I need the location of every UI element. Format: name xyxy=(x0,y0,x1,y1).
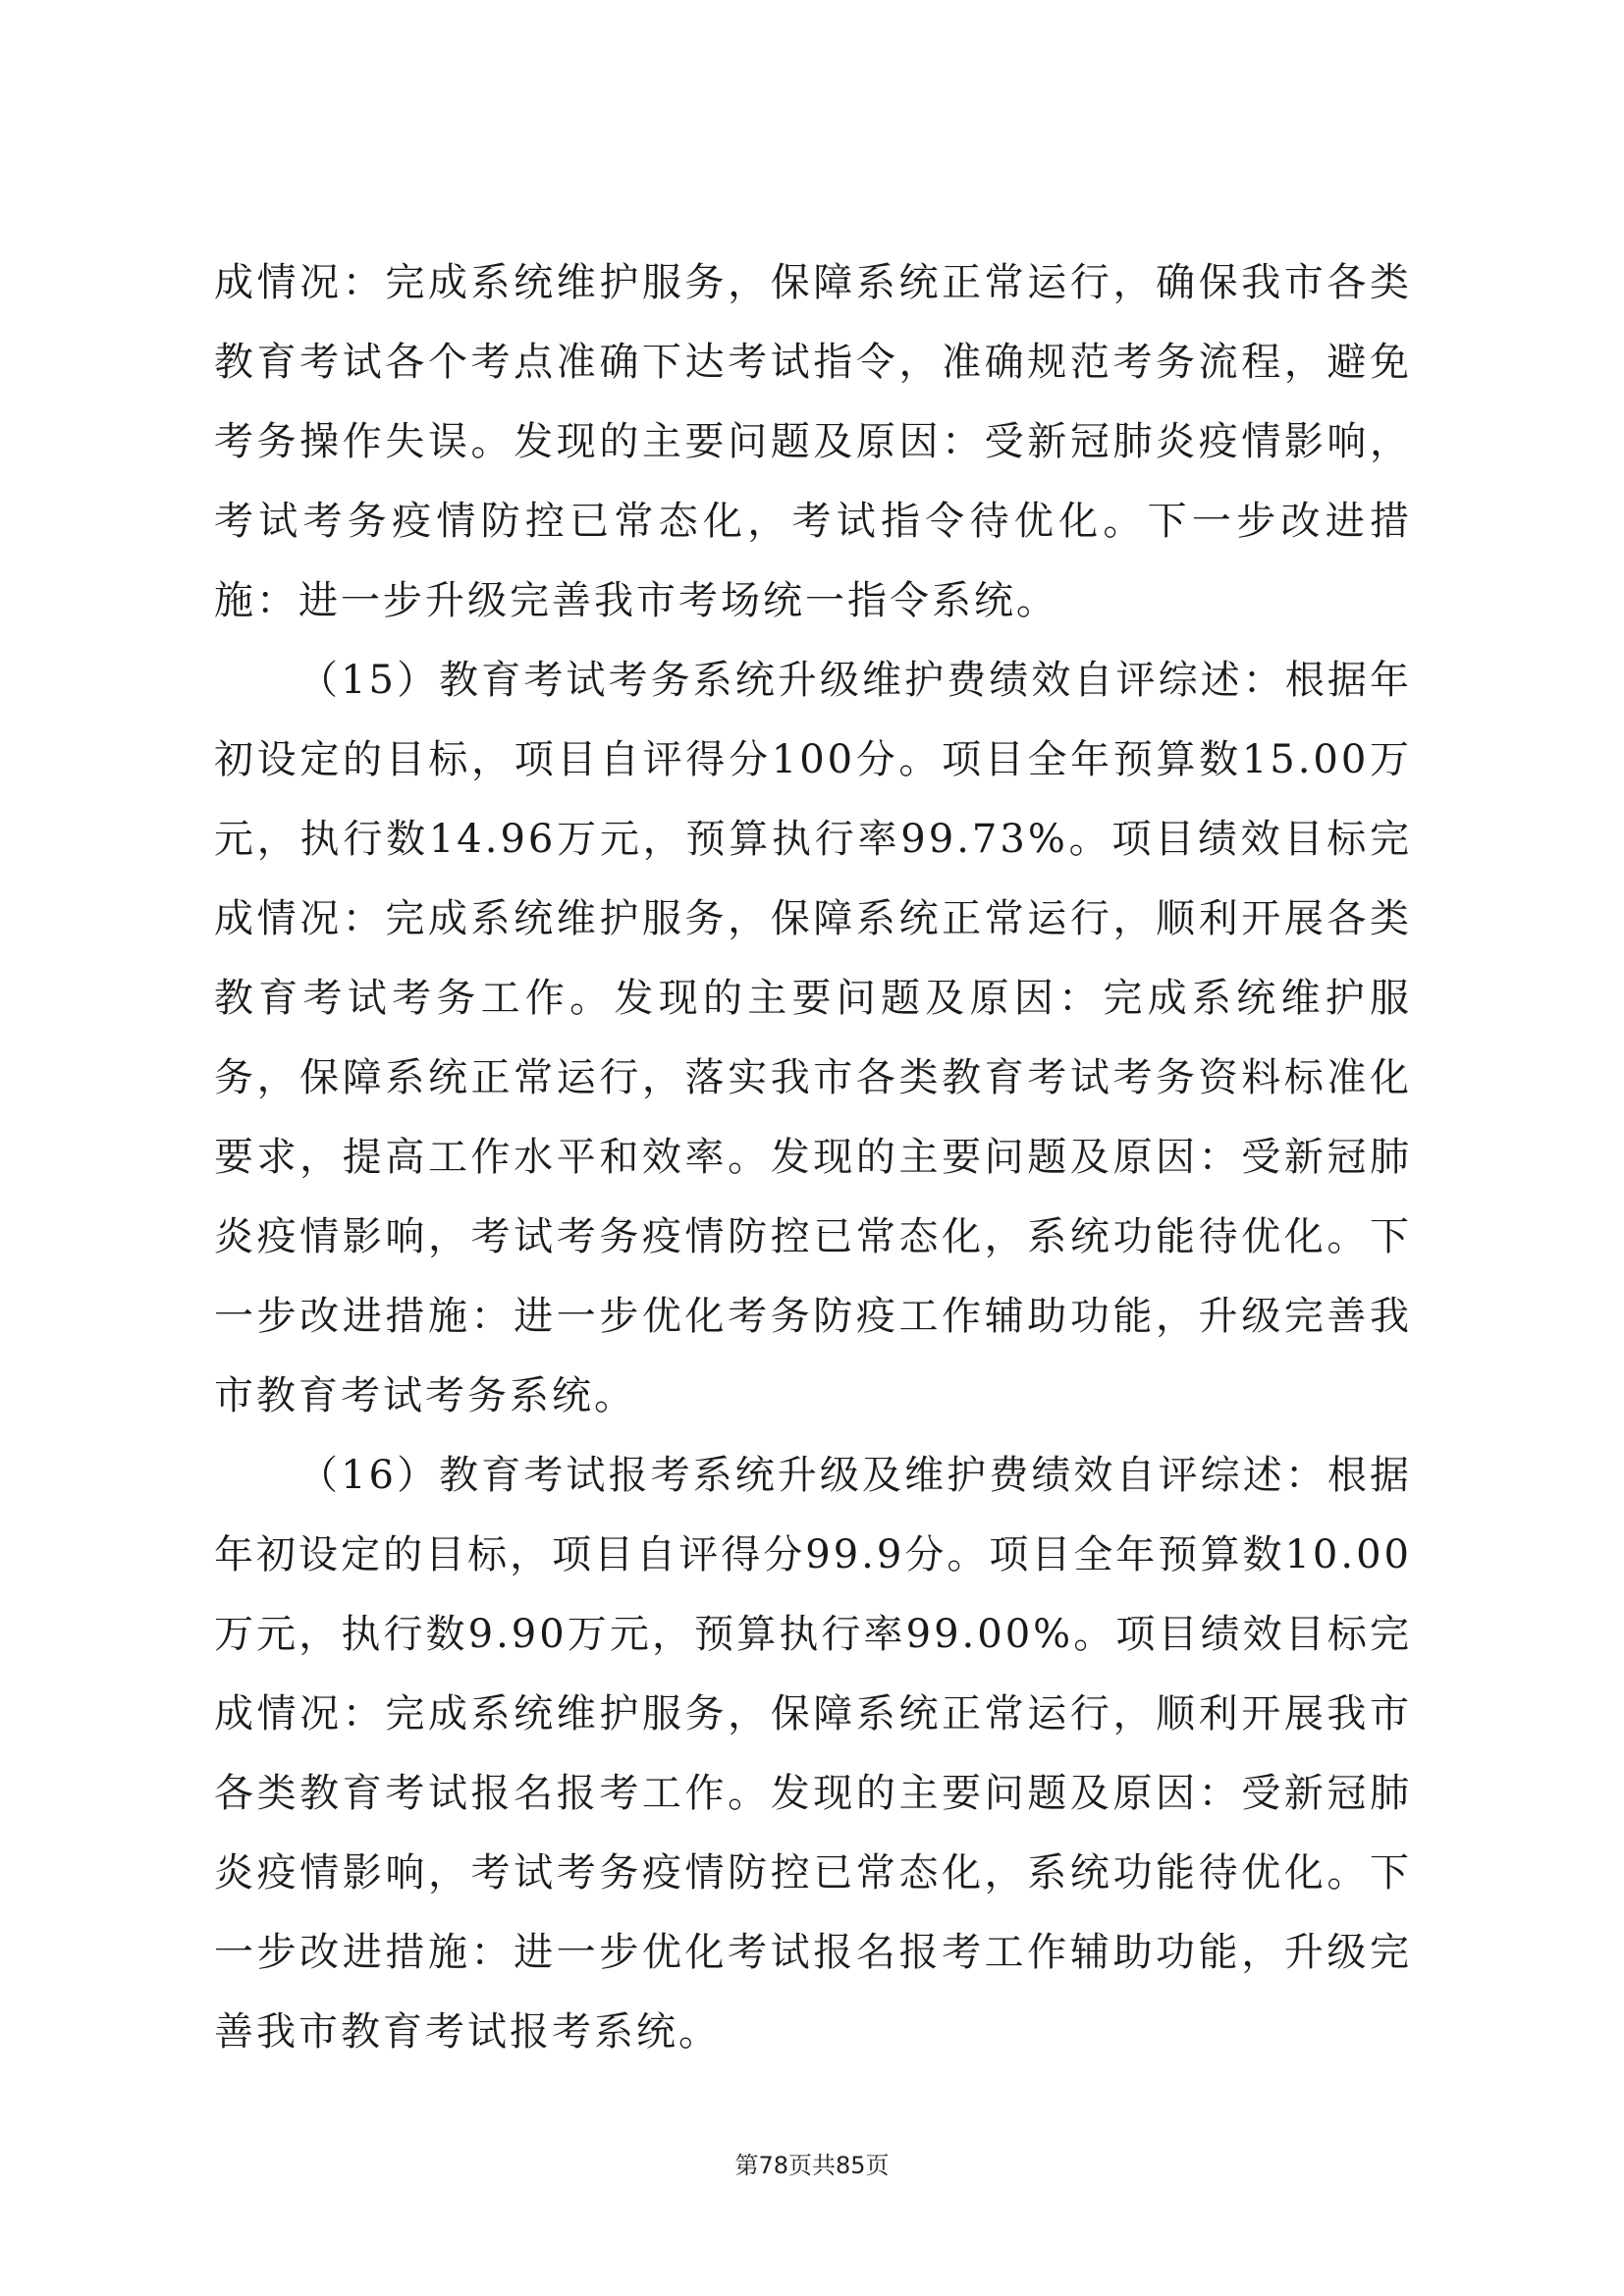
document-body xyxy=(214,243,1412,2072)
paragraph-item-16: （16）教育考试报考系统升级及维护费绩效自评综述：根据年初设定的目标，项目自评得分99.9分。项目全年预算数10.00万元，执行数9.90万元，预算执行率99.00%。项目绩效目标完成情况：完成系统维护服务，保障系统正常运行，顺利开展我市各类教育考试报名报考工作。发现的主要问题及原因：受新冠肺炎疫情影响，考试考务疫情防控已常态化，系统功能待优化。下一步改进措施：进一步优化考试报名报考工作辅助功能，升级完善我市教育考试报考系统。 xyxy=(214,1453,1412,2055)
paragraph-item-15: （15）教育考试考务系统升级维护费绩效自评综述：根据年初设定的目标，项目自评得分100分。项目全年预算数15.00万元，执行数14.96万元，预算执行率99.73%。项目绩效目标完成情况：完成系统维护服务，保障系统正常运行，顺利开展各类教育考试考务工作。发现的主要问题及原因：完成系统维护服务，保障系统正常运行，落实我市各类教育考试考务资料标准化要求，提高工作水平和效率。发现的主要问题及原因：受新冠肺炎疫情影响，考试考务疫情防控已常态化，系统功能待优化。下一步改进措施：进一步优化考务防疫工作辅助功能，升级完善我市教育考试考务系统。 xyxy=(214,658,1412,1418)
page-number-footer: 第78页共85页 xyxy=(734,2152,890,2179)
paragraph-continuation: 成情况：完成系统维护服务，保障系统正常运行，确保我市各类教育考试各个考点准确下达考试指令，准确规范考务流程，避免考务操作失误。发现的主要问题及原因：受新冠肺炎疫情影响，考试考务疫情防控已常态化，考试指令待优化。下一步改进措施：进一步升级完善我市考场统一指令系统。 xyxy=(214,260,1412,623)
